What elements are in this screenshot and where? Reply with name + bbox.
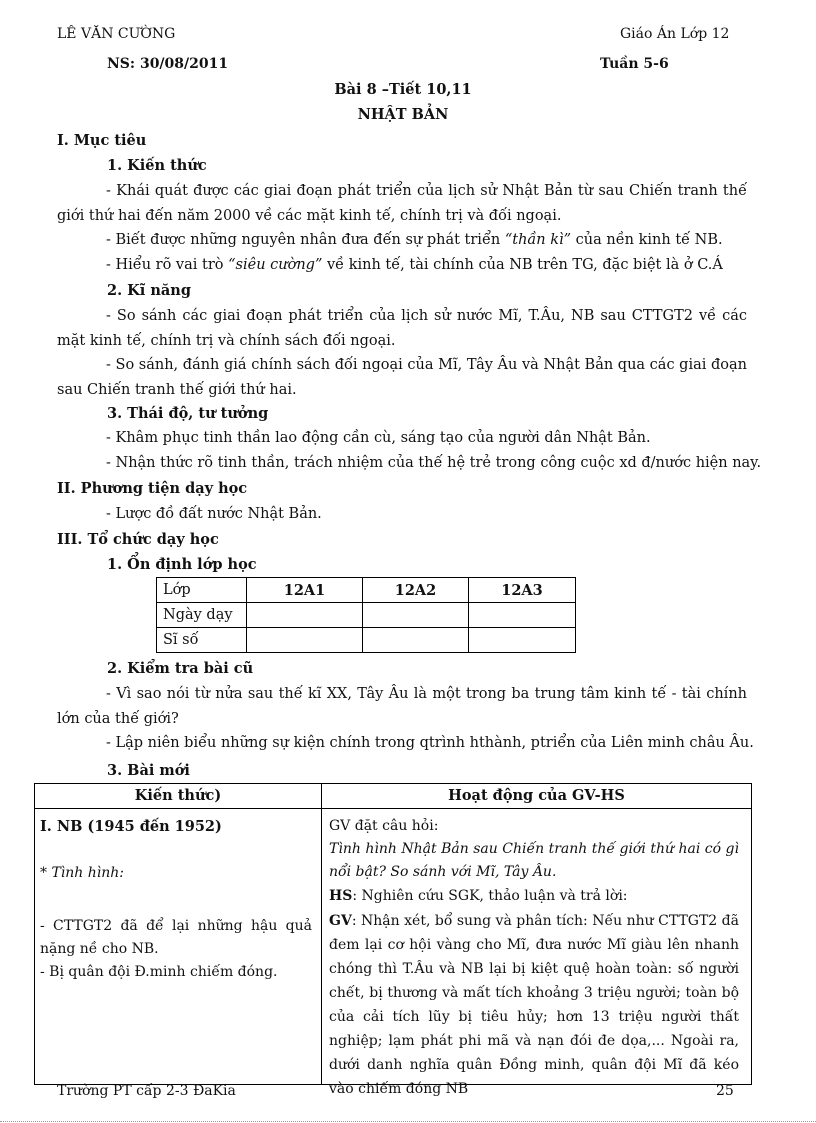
subject-label: Giáo Án Lớp 12 [620, 26, 730, 42]
knowledge-heading: 1. Kiến thức [107, 157, 207, 174]
review-question-2: - Lập niên biểu những sự kiện chính trong qtrình hthành, ptriển của Liên minh châu Âu. [106, 735, 754, 751]
review-heading: 2. Kiểm tra bài cũ [107, 660, 254, 677]
table-row [157, 628, 576, 653]
knowledge-paragraph-3: - Hiểu rõ vai trò “siêu cường” về kinh tế, tài chính của NB trên TG, đặc biệt là ở C.Á [106, 257, 723, 273]
skills-paragraph-1: - So sánh các giai đoạn phát triển của lịch sử nước Mĩ, T.Âu, NB sau CTTGT2 về các mặt kinh tế, chính trị và chính sách đối ngoại. [57, 308, 747, 349]
class-check-heading: 1. Ổn định lớp học [107, 556, 257, 573]
table-cell [469, 603, 576, 628]
lesson-number: Bài 8 –Tiết 10,11 [334, 81, 472, 98]
activity-teacher-analysis: GV: Nhận xét, bổ sung và phân tích: Nếu như CTTGT2 đã đem lại cơ hội vàng cho Mĩ, đưa nước Mĩ giàu lên nhanh chóng thì T.Âu và NB lại bị kiệt quệ hoàn toàn: số người chết, bị thương và mất tích khoảng 3 triệu người; toàn bộ của cải tích lũy bị tiêu hủy; hơn 13 triệu người thất nghiệp; lạm phát phi mã và nạn đói đe dọa,... Ngoài ra, dưới danh nghĩa quân Đồng minh, quân đội Mĩ đã kéo vào chiếm đóng NB [329, 913, 739, 1097]
footer-school: Trường PT cấp 2-3 ĐaKia [57, 1083, 236, 1099]
table-cell [247, 628, 363, 653]
ns-date: NS: 30/08/2011 [107, 56, 229, 72]
table-cell [247, 603, 363, 628]
activity-student-task: HS: Nghiên cứu SGK, thảo luận và trả lời: [329, 888, 628, 904]
table-row [157, 603, 576, 628]
author-name: LÊ VĂN CƯỜNG [57, 26, 176, 42]
week-label: Tuần 5-6 [600, 56, 669, 72]
review-question-1: - Vì sao nói từ nửa sau thế kĩ XX, Tây Âu là một trong ba trung tâm kinh tế - tài chính lớn của thế giới? [57, 686, 747, 727]
column-header-12a1: 12A1 [247, 578, 363, 603]
section-objectives-heading: I. Mục tiêu [57, 132, 147, 149]
table-row [157, 578, 576, 603]
knowledge-situation-label: * Tình hình: [40, 865, 124, 881]
attitude-heading: 3. Thái độ, tư tưởng [107, 405, 269, 422]
table-cell [363, 603, 469, 628]
table-cell [469, 628, 576, 653]
row-label-date: Ngày dạy [157, 603, 247, 628]
knowledge-item-1: - CTTGT2 đã để lại những hậu quả nặng nề cho NB. [40, 918, 312, 957]
activity-question-text: Tình hình Nhật Bản sau Chiến tranh thế giới thứ hai có gì nổi bật? So sánh với Mĩ, Tây Âu. [329, 841, 739, 880]
column-header-activities: Hoạt động của GV-HS [322, 784, 751, 809]
row-label-count: Sĩ số [157, 628, 247, 653]
skills-paragraph-2: - So sánh, đánh giá chính sách đối ngoại của Mĩ, Tây Âu và Nhật Bản qua các giai đoạn sau Chiến tranh thế giới thứ hai. [57, 357, 747, 398]
activity-teacher-question: GV đặt câu hỏi: [329, 818, 439, 834]
attitude-paragraph-2: - Nhận thức rõ tinh thần, trách nhiệm của thế hệ trẻ trong công cuộc xd đ/nước hiện nay. [106, 455, 762, 471]
table-cell [363, 628, 469, 653]
section-organization-heading: III. Tổ chức dạy học [57, 531, 219, 548]
skills-heading: 2. Kĩ năng [107, 282, 191, 299]
knowledge-paragraph-1: - Khái quát được các giai đoạn phát triển của lịch sử Nhật Bản từ sau Chiến tranh thế giới thứ hai đến năm 2000 về các mặt kinh tế, chính trị và đối ngoại. [57, 183, 747, 224]
knowledge-item-2: - Bị quân đội Đ.minh chiếm đóng. [40, 964, 278, 980]
column-header-12a3: 12A3 [469, 578, 576, 603]
knowledge-paragraph-2: - Biết được những nguyên nhân đưa đến sự phát triển “thần kì” của nền kinh tế NB. [106, 232, 723, 248]
attitude-paragraph-1: - Khâm phục tinh thần lao động cần cù, sáng tạo của người dân Nhật Bản. [106, 430, 651, 446]
column-header-knowledge: Kiến thức) [35, 784, 321, 809]
materials-item: - Lược đồ đất nước Nhật Bản. [106, 506, 322, 522]
page-bottom-divider [0, 1121, 816, 1122]
column-header-12a2: 12A2 [363, 578, 469, 603]
class-table [156, 577, 576, 653]
section-materials-heading: II. Phương tiện dạy học [57, 480, 248, 497]
new-lesson-heading: 3. Bài mới [107, 762, 190, 779]
row-label-class: Lớp [157, 578, 247, 603]
page-number: 25 [716, 1083, 734, 1099]
knowledge-section-title: I. NB (1945 đến 1952) [40, 818, 222, 835]
lesson-title: NHẬT BẢN [357, 106, 449, 123]
